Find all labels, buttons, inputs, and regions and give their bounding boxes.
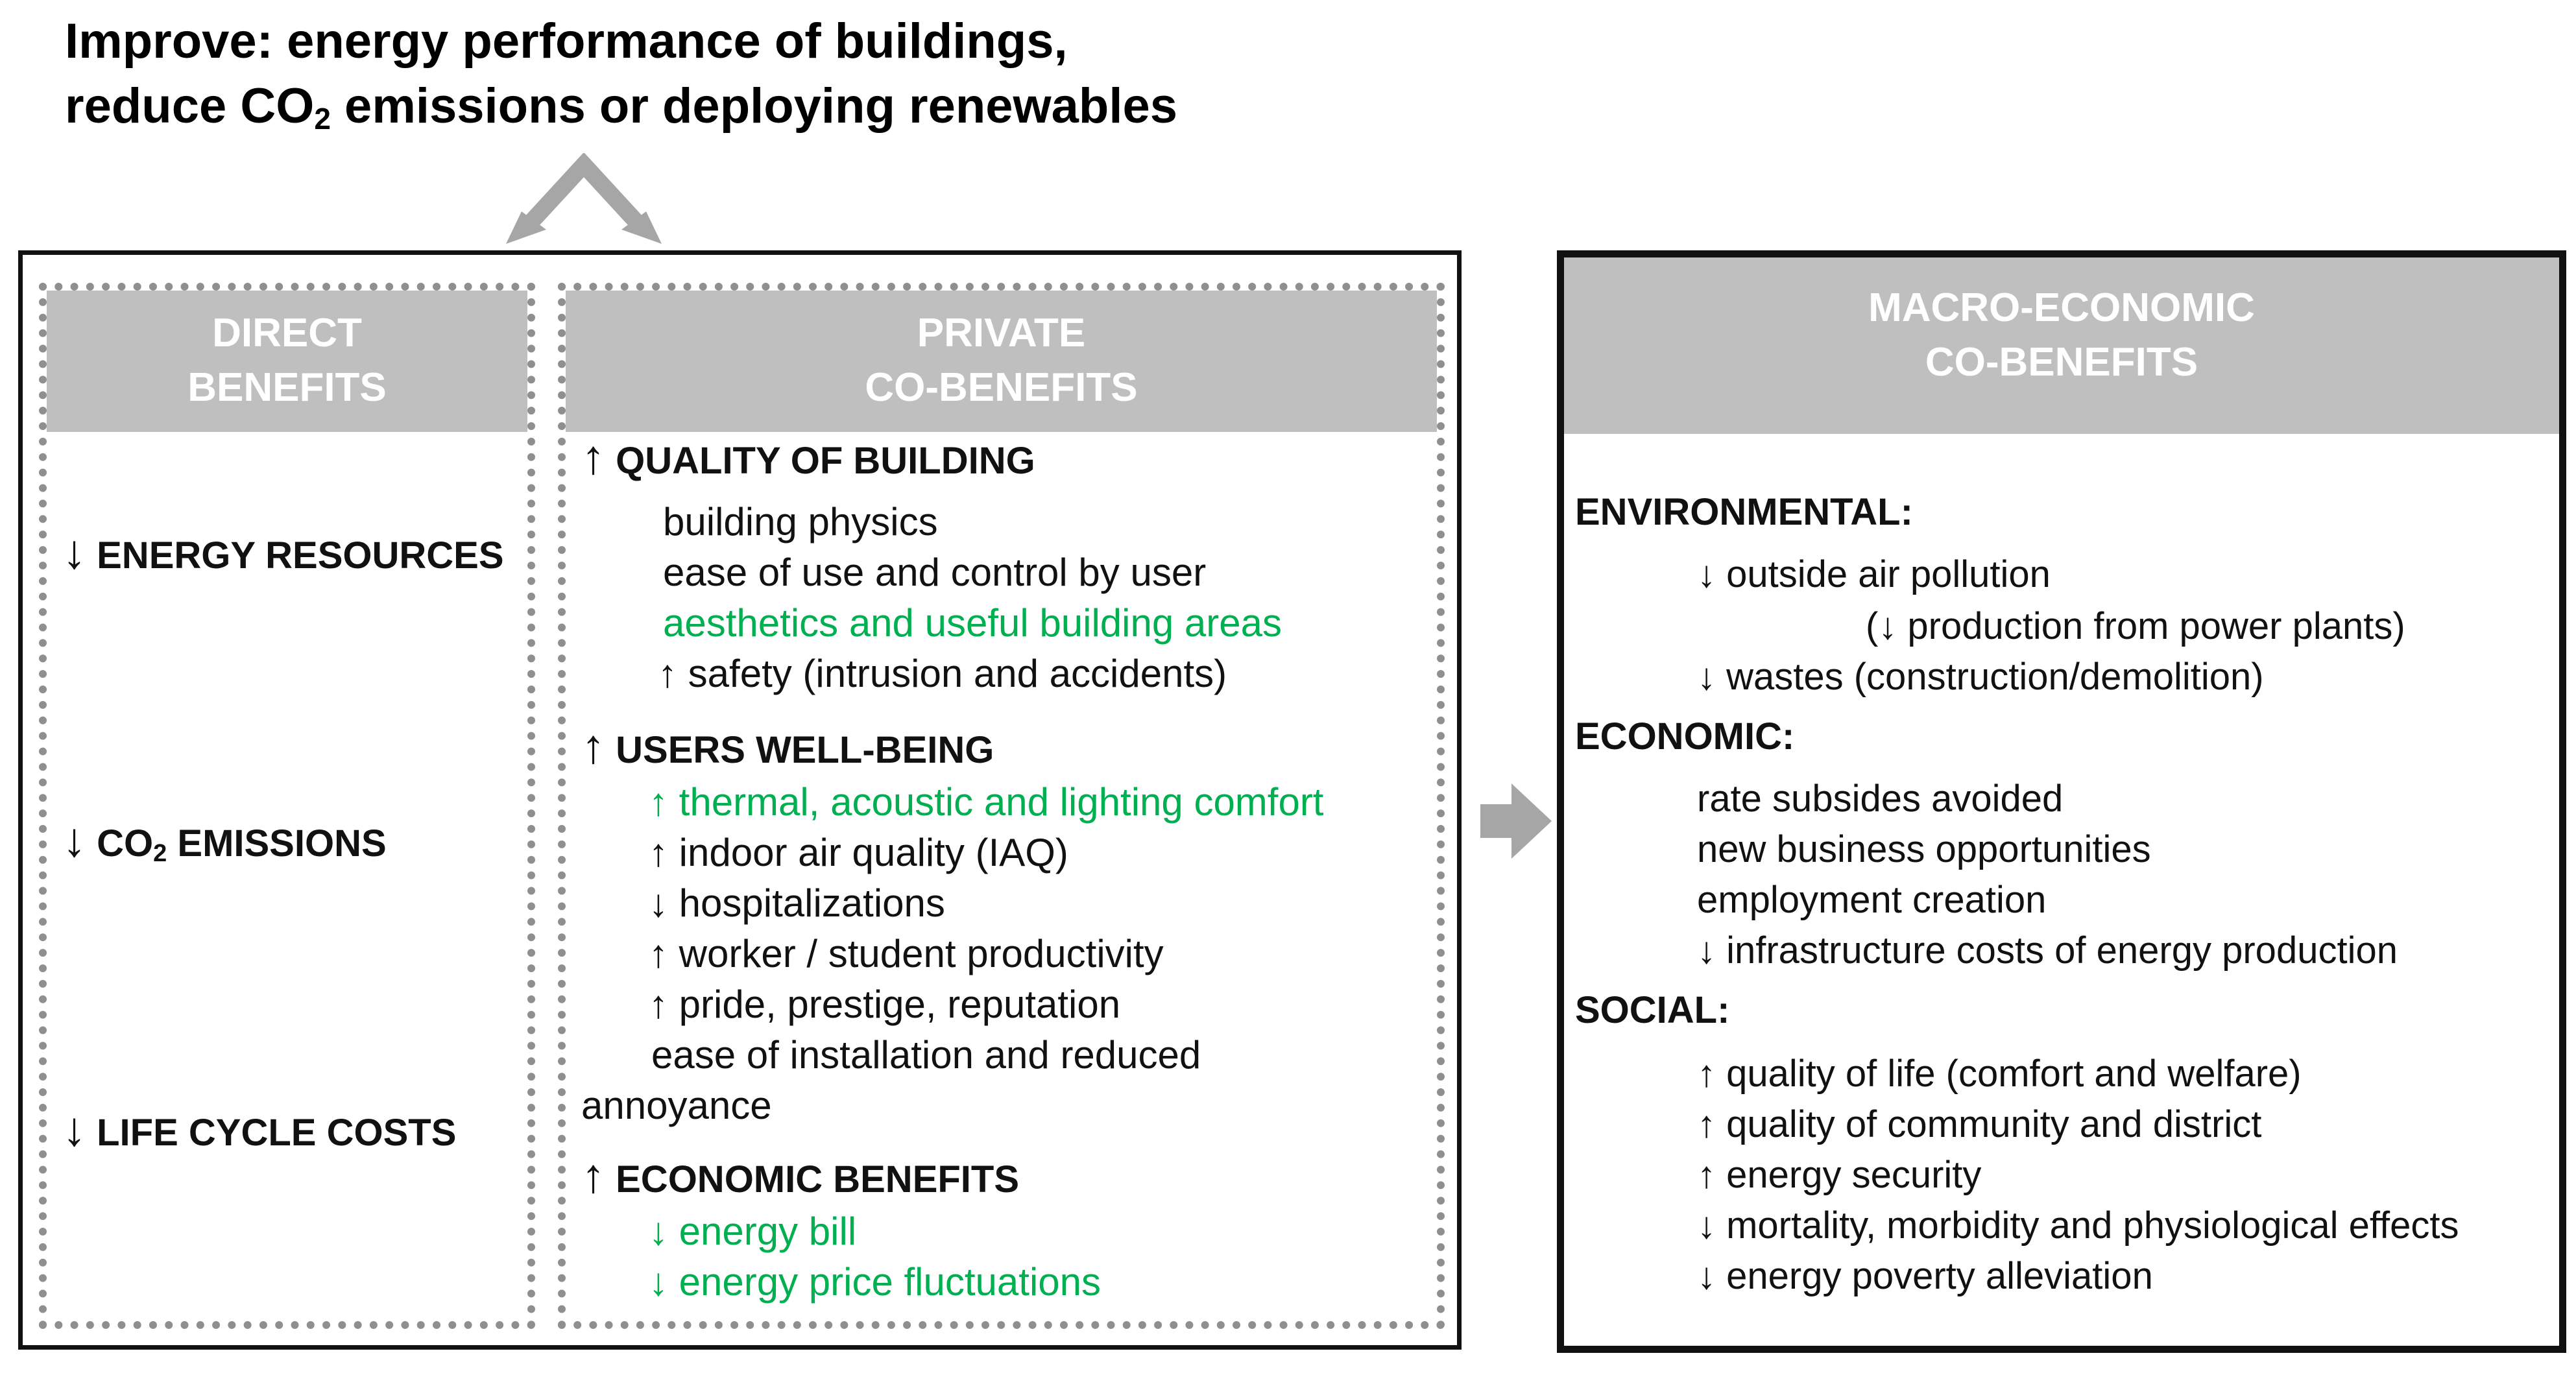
direct-item-label: LIFE CYCLE COSTS	[97, 1112, 457, 1154]
private-header-line-2: CO-BENEFITS	[865, 365, 1138, 410]
section-title: USERS WELL-BEING	[616, 729, 994, 771]
list-item: ↑ energy security	[1697, 1154, 1982, 1196]
section-title: QUALITY OF BUILDING	[616, 440, 1035, 482]
list-item: ↓ infrastructure costs of energy production	[1697, 929, 2398, 972]
list-item: ↓ wastes (construction/demolition)	[1697, 656, 2264, 698]
direct-benefits-header	[47, 291, 527, 432]
list-item: ↑ pride, prestige, reputation	[649, 983, 1121, 1026]
direct-item-label-sub: 2	[153, 840, 167, 867]
up-arrow-icon: ↑	[581, 430, 605, 484]
macro-header-line-2: CO-BENEFITS	[1925, 340, 2198, 385]
right-arrow-icon	[1480, 783, 1552, 859]
direct-item-label-post: EMISSIONS	[167, 822, 387, 865]
title-line-2-sub: 2	[314, 102, 331, 136]
macro-social-title: SOCIAL:	[1575, 989, 1730, 1031]
list-item: ↑ quality of community and district	[1697, 1103, 2262, 1145]
list-item: ↑ safety (intrusion and accidents)	[658, 652, 1227, 695]
title-line-2	[65, 74, 1177, 139]
direct-item-label-pre: CO	[97, 822, 154, 865]
list-item: ease of installation and reduced	[651, 1033, 1201, 1077]
split-arrows-icon	[506, 153, 662, 244]
list-item: ↑ worker / student productivity	[649, 932, 1164, 975]
macro-economic-title: ECONOMIC:	[1575, 715, 1795, 758]
title-line-2-post: emissions or deploying renewables	[330, 78, 1177, 134]
list-item-highlighted: ↓ energy bill	[649, 1210, 857, 1253]
list-item: ease of use and control by user	[663, 551, 1207, 594]
list-item: ↓ hospitalizations	[649, 881, 945, 925]
list-item: ↓ energy poverty alleviation	[1697, 1255, 2153, 1297]
list-item: (↓ production from power plants)	[1866, 605, 2405, 647]
diagram-title	[65, 9, 1177, 139]
direct-item-co2-emissions	[62, 812, 387, 867]
direct-benefits-column	[39, 283, 535, 1329]
list-item-highlighted: aesthetics and useful building areas	[663, 601, 1282, 645]
macro-cobenefits-header	[1564, 257, 2559, 434]
down-arrow-icon: ↓	[62, 813, 86, 866]
list-item: building physics	[663, 500, 938, 543]
up-arrow-icon: ↑	[581, 1149, 605, 1202]
direct-header-line-1: DIRECT	[212, 311, 362, 355]
list-item: ↓ mortality, morbidity and physiological effects	[1697, 1204, 2459, 1247]
list-item: new business opportunities	[1697, 828, 2151, 870]
title-line-1: Improve: energy performance of buildings,	[65, 14, 1068, 69]
down-arrow-icon: ↓	[62, 525, 86, 579]
list-item: ↑ indoor air quality (IAQ)	[649, 831, 1068, 874]
macro-environmental-title: ENVIRONMENTAL:	[1575, 491, 1913, 533]
direct-header-line-2: BENEFITS	[187, 365, 387, 410]
section-users-well-being	[581, 719, 994, 774]
list-item: ↑ quality of life (comfort and welfare)	[1697, 1053, 2302, 1095]
direct-item-label: ENERGY RESOURCES	[97, 534, 504, 577]
direct-item-life-cycle-costs	[62, 1101, 456, 1156]
section-title: ECONOMIC BENEFITS	[616, 1158, 1020, 1200]
list-item-highlighted: ↑ thermal, acoustic and lighting comfort	[649, 780, 1324, 824]
list-item: employment creation	[1697, 879, 2047, 921]
list-item: rate subsides avoided	[1697, 778, 2064, 820]
private-header-line-1: PRIVATE	[917, 311, 1086, 355]
section-quality-of-building	[581, 429, 1035, 484]
down-arrow-icon: ↓	[62, 1102, 86, 1156]
list-item-highlighted: ↓ energy price fluctuations	[649, 1260, 1101, 1304]
list-item: ↓ outside air pollution	[1697, 553, 2051, 595]
private-cobenefits-header	[566, 291, 1437, 432]
up-arrow-icon: ↑	[581, 719, 605, 773]
section-economic-benefits	[581, 1148, 1019, 1203]
direct-item-energy-resources	[62, 524, 504, 579]
list-item: annoyance	[581, 1084, 772, 1127]
title-line-2-pre: reduce CO	[65, 78, 315, 134]
macro-header-line-1: MACRO-ECONOMIC	[1868, 285, 2255, 330]
